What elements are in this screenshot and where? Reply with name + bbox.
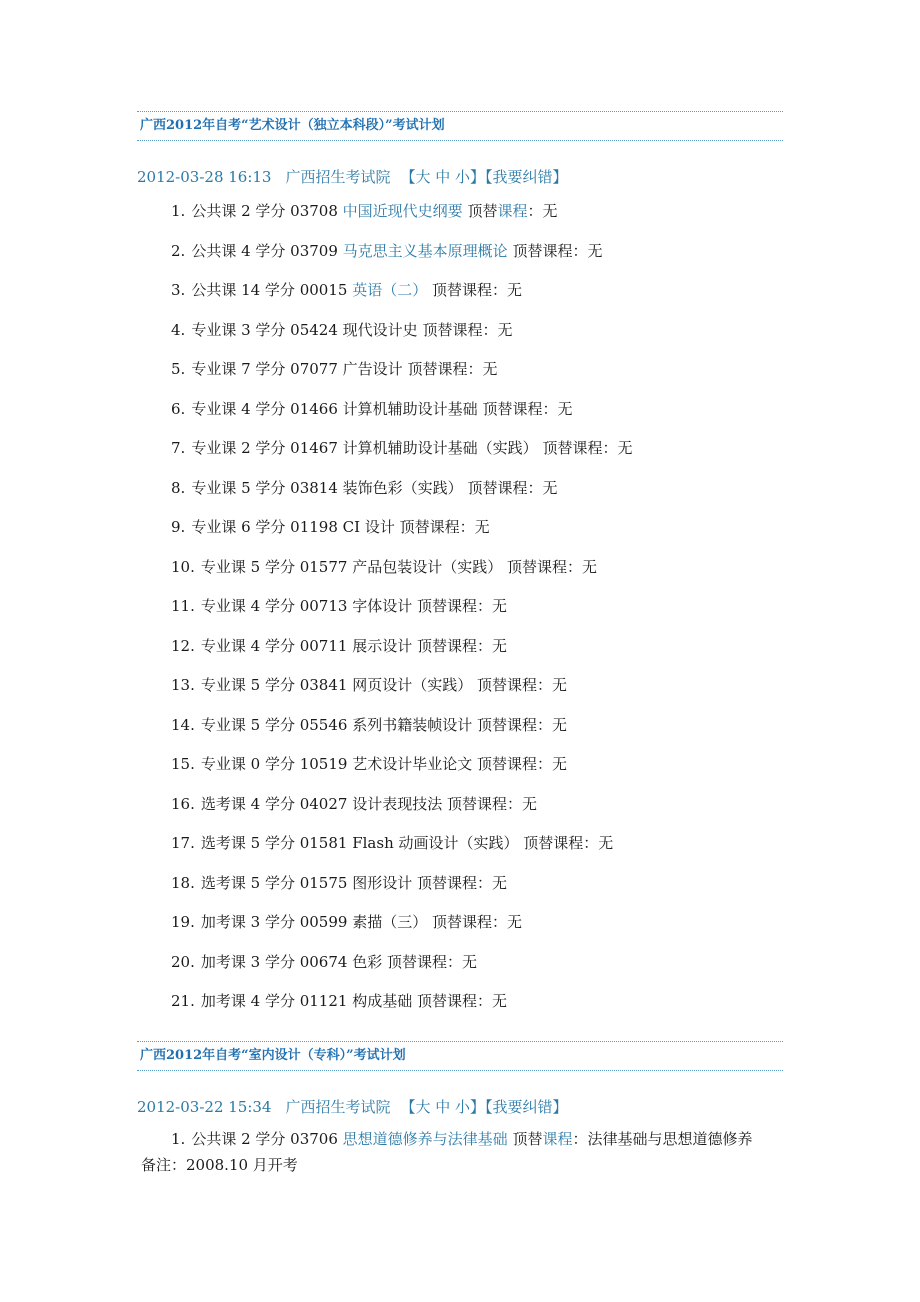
course-prefix: 专业课 4 学分 00711 [200,636,348,655]
list-item [137,548,783,588]
course-name-link[interactable]: 中国近现代史纲要 [342,202,463,220]
course-name: 现代设计史 [342,320,418,339]
list-item [137,1126,783,1152]
replace-label: 顶替课程：无 [387,952,478,971]
list-item [137,943,783,983]
item-number: 14. [171,715,195,734]
article-meta [137,1094,783,1120]
list-item [137,903,783,943]
course-name: 展示设计 [352,636,413,655]
course-name: 图形设计 [352,873,413,892]
course-prefix: 专业课 7 学分 07077 [191,360,338,378]
course-list [137,1126,783,1152]
replace-label: 顶替课程：无 [417,597,508,615]
section-title[interactable]: 广西2012年自考“室内设计（专科）”考试计划 [137,1041,783,1071]
replace-label: 顶替课程：无 [512,241,603,260]
course-name: Flash 动画设计（实践） [352,834,519,852]
replace-course-link[interactable]: 课程 [542,1130,573,1148]
replace-label: 顶替课程：无 [477,715,568,734]
replace-label: 顶替课程：无 [542,439,633,457]
course-name: 设计表现技法 [352,794,443,813]
list-item [137,587,783,627]
item-number: 3. [171,281,186,299]
item-number: 9. [171,518,186,536]
replace-course-link[interactable]: 课程 [497,202,528,220]
list-item [137,745,783,785]
item-number: 11. [171,597,195,615]
item-number: 20. [171,952,195,971]
course-prefix: 公共课 2 学分 03708 [191,202,338,220]
course-name: 计算机辅助设计基础 [342,399,478,418]
course-prefix: 选考课 5 学分 01581 [200,834,348,852]
list-item [137,429,783,469]
replace-label: 顶替课程：无 [432,281,523,299]
replace-label: 顶替课程：无 [407,360,498,378]
course-name: 装饰色彩（实践） [342,478,463,497]
replace-label: 顶替课程：无 [467,478,558,497]
course-prefix: 专业课 4 学分 00713 [200,597,348,615]
replace-label: 顶替课程：无 [477,676,568,694]
list-item [137,390,783,430]
font-size-controls[interactable]: 【大 中 小】 [400,1098,486,1116]
item-number: 21. [171,992,195,1010]
replace-label: 顶替 [467,202,498,220]
course-name: 广告设计 [342,360,403,378]
item-number: 2. [171,241,186,260]
replace-label: 顶替课程：无 [422,320,513,339]
course-name: 产品包装设计（实践） [352,557,503,576]
item-number: 6. [171,399,186,418]
course-prefix: 公共课 14 学分 00015 [191,281,348,299]
replace-label: 顶替课程：无 [507,557,598,576]
course-prefix: 选考课 5 学分 01575 [200,873,348,892]
course-prefix: 专业课 5 学分 03841 [200,676,348,694]
course-name: 色彩 [352,952,383,971]
replace-value: ：法律基础与思想道德修养 [572,1130,753,1148]
item-number: 12. [171,636,195,655]
course-name-link[interactable]: 思想道德修养与法律基础 [342,1130,508,1148]
item-number: 4. [171,320,186,339]
course-prefix: 专业课 3 学分 05424 [191,320,338,339]
course-note: 备注：2008.10 月开考 [141,1156,298,1174]
exam-plan-section-interior-design [137,1041,783,1178]
list-item [137,311,783,351]
course-prefix: 专业课 5 学分 05546 [200,715,348,734]
item-number: 7. [171,439,186,457]
course-name-link[interactable]: 英语（二） [352,281,428,299]
list-item [137,232,783,272]
report-error-link[interactable]: 【我要纠错】 [485,168,568,186]
list-item [137,785,783,825]
section-title[interactable]: 广西2012年自考“艺术设计（独立本科段）”考试计划 [137,111,783,141]
item-number: 10. [171,557,195,576]
replace-label: 顶替课程：无 [417,636,508,655]
course-name: 字体设计 [352,597,413,615]
replace-label: 顶替课程：无 [482,399,573,418]
course-name: 网页设计（实践） [352,676,473,694]
item-number: 1. [171,1130,186,1148]
item-number: 15. [171,755,195,773]
course-prefix: 专业课 2 学分 01467 [191,439,338,457]
replace-label: 顶替 [512,1130,543,1148]
replace-label: 顶替课程：无 [399,518,490,536]
item-number: 13. [171,676,195,694]
replace-value: ：无 [527,202,558,220]
course-name: 系列书籍装帧设计 [352,715,473,734]
course-prefix: 加考课 4 学分 01121 [200,992,348,1010]
report-error-link[interactable]: 【我要纠错】 [485,1098,568,1116]
course-name: 艺术设计毕业论文 [352,755,473,773]
publish-date: 2012-03-28 16:13 [137,168,272,186]
item-number: 5. [171,360,186,378]
exam-plan-section-art-design [137,111,783,1022]
course-prefix: 加考课 3 学分 00674 [200,952,348,971]
course-prefix: 专业课 5 学分 01577 [200,557,348,576]
list-item [137,864,783,904]
list-item [137,824,783,864]
list-item [137,982,783,1022]
replace-label: 顶替课程：无 [417,873,508,892]
item-number: 16. [171,794,195,813]
course-prefix: 加考课 3 学分 00599 [200,913,348,931]
list-item [137,271,783,311]
item-number: 17. [171,834,195,852]
list-item [137,508,783,548]
article-meta [137,164,783,190]
replace-label: 顶替课程：无 [477,755,568,773]
item-number: 18. [171,873,195,892]
publisher-link[interactable]: 广西招生考试院 [285,168,391,186]
item-number: 19. [171,913,195,931]
course-name: CI 设计 [342,518,395,536]
list-item [137,350,783,390]
course-prefix: 专业课 4 学分 01466 [191,399,338,418]
course-name-link[interactable]: 马克思主义基本原理概论 [342,241,508,260]
replace-label: 顶替课程：无 [432,913,523,931]
font-size-controls[interactable]: 【大 中 小】 [400,168,486,186]
item-number: 8. [171,478,186,497]
course-name: 素描（三） [352,913,428,931]
course-prefix: 专业课 0 学分 10519 [200,755,348,773]
list-item [137,192,783,232]
list-item [137,706,783,746]
course-prefix: 公共课 4 学分 03709 [191,241,338,260]
list-item [137,627,783,667]
course-prefix: 选考课 4 学分 04027 [200,794,348,813]
course-name: 构成基础 [352,992,413,1010]
replace-label: 顶替课程：无 [523,834,614,852]
replace-label: 顶替课程：无 [447,794,538,813]
course-name: 计算机辅助设计基础（实践） [342,439,538,457]
item-number: 1. [171,202,186,220]
course-prefix: 公共课 2 学分 03706 [191,1130,338,1148]
list-item [137,469,783,509]
course-prefix: 专业课 5 学分 03814 [191,478,338,497]
course-prefix: 专业课 6 学分 01198 [191,518,338,536]
publish-date: 2012-03-22 15:34 [137,1098,272,1116]
publisher-link[interactable]: 广西招生考试院 [285,1098,391,1116]
list-item [137,666,783,706]
replace-label: 顶替课程：无 [417,992,508,1010]
course-list [137,192,783,1022]
